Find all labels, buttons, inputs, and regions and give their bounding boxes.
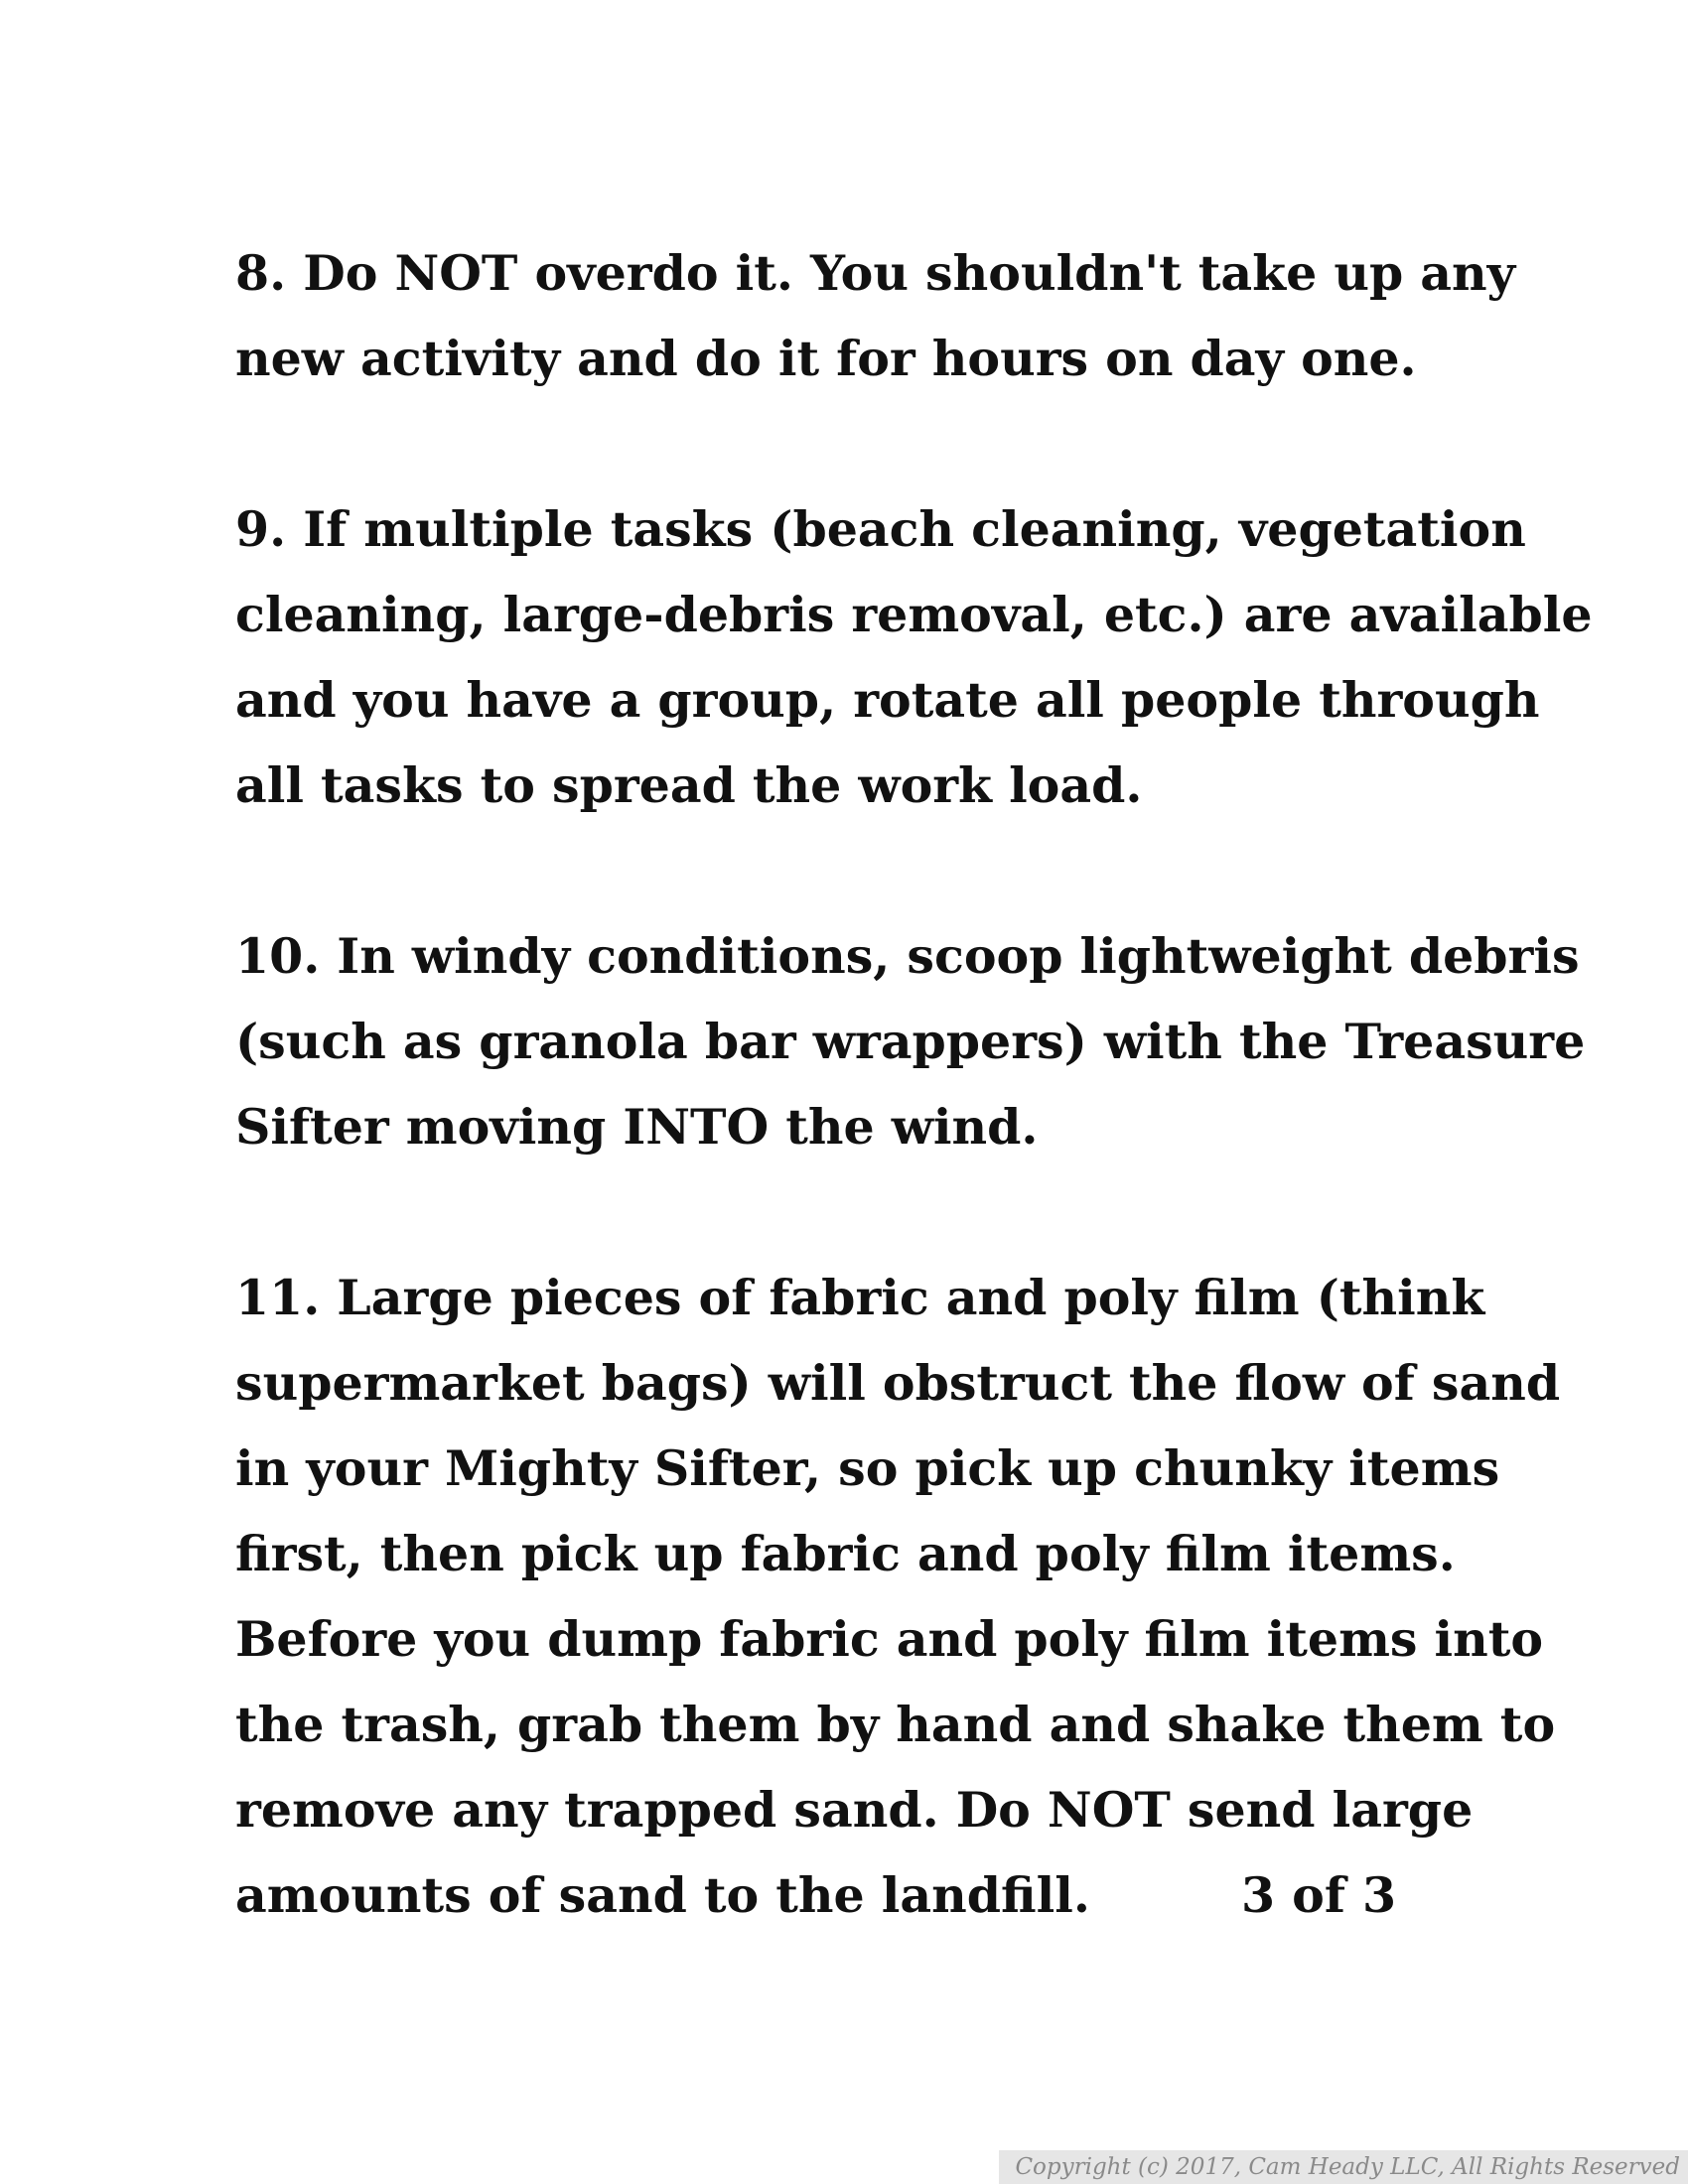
text-line: the trash, grab them by hand and shake them to [235, 1696, 1556, 1753]
text-line-with-page-number [235, 1852, 1556, 1938]
text-line: cleaning, large-debris removal, etc.) are available [235, 586, 1593, 643]
text-line: 8. Do NOT overdo it. You shouldn't take up any [235, 244, 1516, 302]
text-line: and you have a group, rotate all people through [235, 671, 1540, 729]
list-item-10 [235, 913, 1586, 1169]
list-item-9 [235, 486, 1593, 828]
text-line: new activity and do it for hours on day one. [235, 330, 1417, 387]
page-number: 3 of 3 [1241, 1866, 1397, 1924]
text-line: in your Mighty Sifter, so pick up chunky items [235, 1439, 1500, 1497]
text-line: all tasks to spread the work load. [235, 756, 1143, 814]
text-line: supermarket bags) will obstruct the flow of sand [235, 1354, 1561, 1412]
list-item-8 [235, 230, 1556, 401]
text-line: remove any trapped sand. Do NOT send large [235, 1781, 1474, 1839]
text-line: amounts of sand to the landfill. [235, 1866, 1090, 1924]
text-line: first, then pick up fabric and poly film items. [235, 1525, 1456, 1582]
text-line: 9. If multiple tasks (beach cleaning, vegetation [235, 500, 1526, 558]
copyright-footer: Copyright (c) 2017, Cam Heady LLC, All Rights Reserved [999, 2150, 1688, 2184]
list-item-11 [235, 1255, 1561, 1938]
text-line: 10. In windy conditions, scoop lightweight debris [235, 927, 1580, 985]
text-line: Before you dump fabric and poly film items into [235, 1610, 1544, 1668]
document-body [235, 230, 1593, 2023]
text-line: Sifter moving INTO the wind. [235, 1098, 1039, 1156]
text-line: (such as granola bar wrappers) with the Treasure [235, 1013, 1586, 1070]
text-line: 11. Large pieces of fabric and poly film (think [235, 1269, 1485, 1326]
